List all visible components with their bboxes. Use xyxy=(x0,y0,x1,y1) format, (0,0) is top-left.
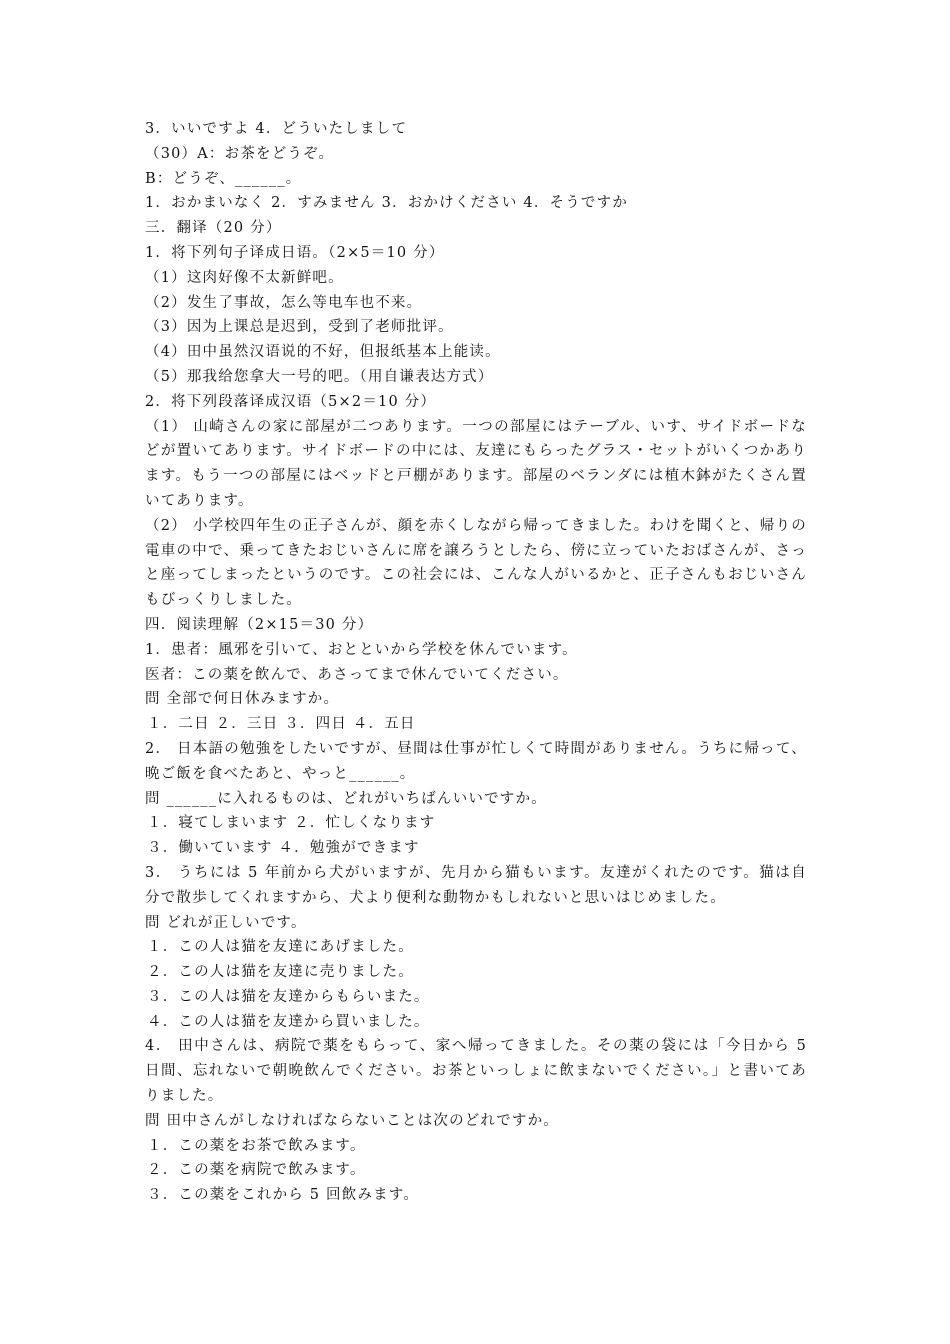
reading-q4-passage: 4． 田中さんは、病院で薬をもらって、家へ帰ってきました。その薬の袋には「今日から 5 日間、忘れないで朝晩飲んでください。お茶といっしょに飲まないでください。」と書いてありました。 xyxy=(145,1038,807,1105)
reading-q3-option-2: ２．この人は猫を友達に売りました。 xyxy=(147,964,414,981)
reading-q3-option-4: ４．この人は猫を友達から買いました。 xyxy=(147,1013,430,1030)
reading-q2-options-row2: ３．働いています ４．勉強ができます xyxy=(147,840,420,857)
q29-options-tail: 3．いいですよ 4．どういたしまして xyxy=(145,121,408,137)
q30-line-b: B：どうぞ、______。 xyxy=(145,170,302,187)
translation-item-4: （4）田中虽然汉语说的不好，但报纸基本上能读。 xyxy=(145,344,501,361)
section4-heading: 四．阅读理解（2×15＝30 分） xyxy=(145,616,374,633)
q30-line-a: （30）A：お茶をどうぞ。 xyxy=(145,145,335,162)
translation-passage-1: （1） 山崎さんの家に部屋が二つあります。一つの部屋にはテーブル、いす、サイドボードなどが置いてあります。サイドボードの中には、友達にもらったグラス・セットがいくつかあります。もう一つの部屋にはベッドと戸棚があります。部屋のベランダには植木鉢がたくさん置いてあります。 xyxy=(145,418,807,509)
q30-options: 1．おかまいなく 2．すみません 3．おかけください 4．そうですか xyxy=(145,195,629,212)
translation-item-3: （3）因为上课总是迟到，受到了老师批评。 xyxy=(145,319,454,336)
document-page xyxy=(145,117,807,1208)
reading-q3-question: 問 どれが正しいです。 xyxy=(145,914,307,931)
reading-q1-options: １．二日 ２．三日 ３．四日 ４．五日 xyxy=(147,716,416,733)
reading-q1-line1: 1．患者：風邪を引いて、おとといから学校を休んでいます。 xyxy=(145,641,578,658)
reading-q4-option-1: １．この薬をお茶で飲みます。 xyxy=(147,1137,366,1154)
reading-q3-option-3: ３．この人は猫を友達からもらいまた。 xyxy=(147,988,430,1005)
section3-heading: 三．翻译（20 分） xyxy=(145,220,282,237)
reading-q2-options-row1: １．寝てしまいます ２．忙しくなります xyxy=(147,815,436,832)
reading-q4-option-2: ２．この薬を病院で飲みます。 xyxy=(147,1162,366,1179)
translation-item-2: （2）发生了事故，怎么等电车也不来。 xyxy=(145,294,423,311)
translation-item-1: （1）这肉好像不太新鲜吧。 xyxy=(145,269,344,286)
reading-q4-question: 問 田中さんがしなければならないことは次のどれですか。 xyxy=(145,1112,560,1129)
reading-q1-question: 問 全部で何日休みますか。 xyxy=(145,691,340,708)
reading-q3-passage: 3． うちには 5 年前から犬がいますが、先月から猫もいます。友達がくれたのです。猫は自分で散歩してくれますから、犬より便利な動物かもしれないと思いはじめました。 xyxy=(145,864,807,906)
translation-item-5: （5）那我给您拿大一号的吧。（用自谦表达方式） xyxy=(145,368,494,385)
reading-q1-line2: 医者：この薬を飲んで、あさってまで休んでいてください。 xyxy=(145,666,569,683)
section3-part1-title: 1．将下列句子译成日语。（2×5＝10 分） xyxy=(145,244,445,261)
section3-part2-title: 2．将下列段落译成汉语（5×2＝10 分） xyxy=(145,393,437,410)
translation-passage-2: （2） 小学校四年生の正子さんが、顔を赤くしながら帰ってきました。わけを聞くと、帰りの電車の中で、乗ってきたおじいさんに席を譲ろうとしたら、傍に立っていたおばさんが、さっと座ってしまったというのです。この社会には、こんな人がいるかと、正子さんもおじいさんもびっくりしました。 xyxy=(145,517,807,609)
reading-q2-question: 問 ______に入れるものは、どれがいちばんいいですか。 xyxy=(145,790,547,807)
reading-q3-option-1: １．この人は猫を友達にあげました。 xyxy=(147,939,414,956)
reading-q4-option-3: ３．この薬をこれから 5 回飲みます。 xyxy=(147,1187,420,1204)
reading-q2-passage: 2． 日本語の勉強をしたいですが、昼間は仕事が忙しくて時間がありません。うちに帰って、晩ご飯を食べたあと、やっと______。 xyxy=(145,740,807,782)
